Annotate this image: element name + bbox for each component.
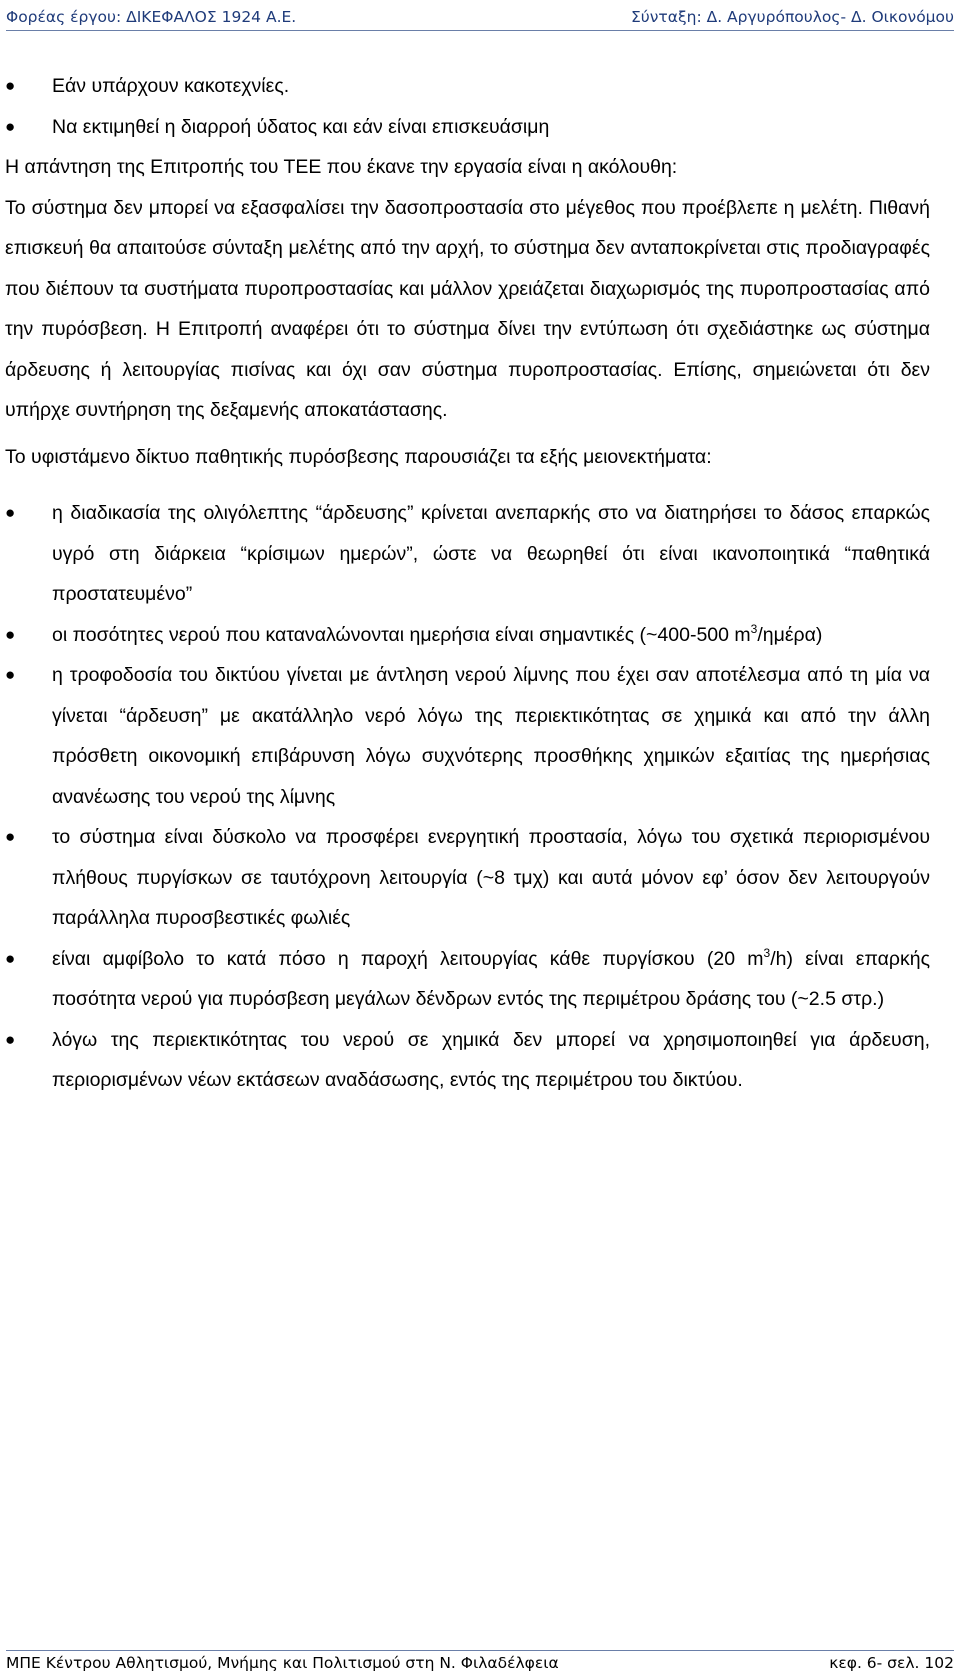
list-item-text: Εάν υπάρχουν κακοτεχνίες. [52,75,290,97]
committee-answer-intro: Η απάντηση της Επιτροπής του ΤΕΕ που έκανε την εργασία είναι η ακόλουθη: [5,156,678,178]
bullet-icon: ● [5,948,16,968]
committee-answer-paragraph: Το σύστημα δεν μπορεί να εξασφαλίσει την δασοπροστασία στο μέγεθος που προέβλεπε η μελέτη. Πιθανή επισκευή θα απαιτούσε σύνταξη μελέτης από την αρχή, το σύστημα δεν ανταποκρίνεται στις προδιαγραφές που διέπουν τα συστήματα πυροπροστασίας και μάλλον χρειάζεται διαχωρισμός της πυροπροστασίας από την πυρόσβεση. Η Επιτροπή αναφέρει ότι το σύστημα δίνει την εντύπωση ότι σχεδιάστηκε ως σύστημα άρδευσης ή λειτουργίας πισίνας και όχι σαν σύστημα πυροπροστασίας. Επίσης, σημειώνεται ότι δεν υπήρχε συντήρηση της δεξαμενής αποκατάστασης. [5,196,930,421]
list-item [5,107,930,148]
list-item-text: το σύστημα είναι δύσκολο να προσφέρει ενεργητική προστασία, λόγω του σχετικά περιορισμένου πλήθους πυργίσκων σε ταυτόχρονη λειτουργία (~8 τμχ) και αυτά μόνον εφ’ όσον δεν λειτουργούν παράλληλα πυροσβεστικές φωλιές [52,826,930,929]
list-item [5,939,930,1020]
bullet-icon: ● [5,624,16,644]
bullet-icon: ● [5,76,16,95]
bullet-icon: ● [5,665,16,684]
list-item-text: Να εκτιμηθεί η διαρροή ύδατος και εάν είναι επισκευάσιμη [52,115,550,138]
page-header [6,8,954,31]
list-item-text-part: οι ποσότητες νερού που καταναλώνονται ημερήσια είναι σημαντικές (~400-500 m [52,623,751,646]
drawbacks-list [5,493,930,1101]
document-body [5,66,930,1101]
bullet-icon: ● [5,116,16,136]
superscript: 3 [763,945,771,960]
list-item-text-part: /ημέρα) [757,623,823,646]
list-item-text [52,621,823,646]
footer-document-title: ΜΠΕ Κέντρου Αθλητισμού, Μνήμης και Πολιτισμού στη Ν. Φιλαδέλφεια [6,1654,559,1672]
list-item-text [52,945,931,1011]
list-item-text: η τροφοδοσία του δικτύου γίνεται με άντληση νερού λίμνης που έχει σαν αποτέλεσμα από τη μία να γίνεται “άρδευση” με ακατάλληλο νερό λόγω της περιεκτικότητας σε χημικά και από την άλλη πρόσθετη οικονομική επιβάρυνση λόγω συχνότερης προσθήκης χημικών εξαιτίας της ημερήσιας ανανέωσης του νερού της λίμνης [52,664,930,808]
bullet-icon: ● [5,503,16,522]
list-item [5,66,930,107]
header-project-owner: Φορέας έργου: ΔΙΚΕΦΑΛΟΣ 1924 Α.Ε. [6,8,297,26]
drawbacks-intro: Το υφιστάμενο δίκτυο παθητικής πυρόσβεσης παρουσιάζει τα εξής μειονεκτήματα: [5,445,712,468]
superscript: 3 [750,621,758,636]
list-item [5,1020,930,1101]
list-item [5,655,930,817]
list-item-text-part: είναι αμφίβολο το κατά πόσο η παροχή λειτουργίας κάθε πυργίσκου (20 m [52,947,764,970]
bullet-icon: ● [5,1029,16,1049]
top-bullet-list [5,66,930,147]
list-item [5,615,930,656]
bullet-icon: ● [5,827,16,846]
list-item-text-part: /h) είναι επαρκής ποσότητα νερού για πυρόσβεση μεγάλων δένδρων εντός της περιμέτρου δράσης του (~2.5 στρ.) [52,947,931,1010]
list-item [5,493,930,615]
header-authors: Σύνταξη: Δ. Αργυρόπουλος- Δ. Οικονόμου [631,8,954,26]
list-item-text: η διαδικασία της ολιγόλεπτης “άρδευσης” κρίνεται ανεπαρκής στο να διατηρήσει το δάσος επαρκώς υγρό στη διάρκεια “κρίσιμων ημερών”, ώστε να θεωρηθεί ότι είναι ικανοποιητικά “παθητικά προστατευμένο” [52,502,930,605]
list-item-text: λόγω της περιεκτικότητας του νερού σε χημικά δεν μπορεί να χρησιμοποιηθεί για άρδευση, περιορισμένων νέων εκτάσεων αναδάσωσης, εντός της περιμέτρου του δικτύου. [52,1028,930,1091]
list-item [5,817,930,939]
footer-page-number: κεφ. 6- σελ. 102 [829,1654,954,1672]
page-footer [6,1650,954,1673]
